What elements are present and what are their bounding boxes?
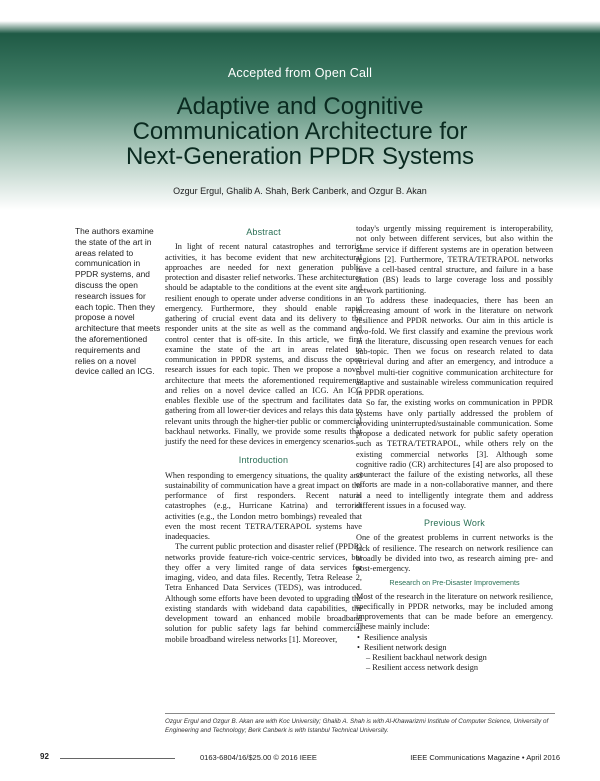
- body-paragraph: So far, the existing works on communication in PPDR systems have only partially addressed the problem of providing uninterrupted/sustainable communication. Some propose a dedicated network for public safety operation such as TETRA/TETRAPOL, while others rely on the existing commercial networks [3]. Although some cognitive radio (CR) architectures [4] are also proposed to counteract the failure of the existing networks, all these efforts are made in a non-collaborative manner, and there is a need to intelligently integrate them and address different issues in a focused way.: [356, 398, 553, 510]
- column-right: [356, 224, 553, 674]
- intro-paragraph: When responding to emergency situations, the quality and sustainability of communication have a great impact on the performance of first responders. Recent natural catastrophes (e.g., Hurricane Katrina) and terrorist activities (e.g., the London metro bombings) revealed that even the most recent TETRA/TERAPOL systems have inadequacies.: [165, 470, 362, 541]
- abstract-heading: Abstract: [246, 227, 281, 237]
- abstract-text: In light of recent natural catastrophes and terrorist activities, it has become evident that new architectural approaches are needed for next generation public protection and disaster relief networks. These architectures should be adaptable to the conditions at the event site and resilient enough to operate under adverse conditions in an emergency. Furthermore, they should enable rapid gathering of crucial event data and its delivery to the responder units at the site as well as the command and control center that is off-site. In this article, we first examine the state of the art in areas related to communication in PPDR systems, and discuss the open research issues for each topic. Then we propose a novel architecture that meets the aforementioned requirements and relies on a novel device called an ICG. An ICG enables flexible use of the spectrum and facilitates data gathering from all lower-tier devices and relays this data to relevant units through the higher-tier public or commercial backhaul networks. Finally, we provide some results that justify the need for these devices in emergency scenarios.: [165, 242, 362, 446]
- title-line: Adaptive and Cognitive: [176, 93, 424, 120]
- body-paragraph: Most of the research in the literature on network resilience, specifically in PPDR networks, may be included among improvements that can be made before an emergency. These mainly include:: [356, 591, 553, 632]
- list-item: – Resilient backhaul network design: [366, 653, 487, 662]
- section-kicker: Accepted from Open Call: [227, 66, 373, 80]
- body-paragraph: To address these inadequacies, there has been an increasing amount of work in the literature on network resilience and PPDR networks. Our aim in this article is two-fold. We first classify and examine the previous work in the literature, discussing open research venues for each sub-topic. Then we focus on research related to data retrieval during and after an emergency, and introduce a novel multi-tier cognitive communication architecture for adaptive and sustainable wireless communication required in PPDR operations.: [356, 295, 553, 397]
- title-line: Communication Architecture for: [132, 118, 468, 145]
- body-paragraph: One of the greatest problems in current networks is the lack of resilience. The research on network resilience can broadly be divided into two, as research aiming pre- and post-emergency.: [356, 533, 553, 573]
- copyright: 0163-6804/16/$25.00 © 2016 IEEE: [200, 753, 317, 762]
- column-left: [165, 224, 362, 645]
- title-line: Next-Generation PPDR Systems: [125, 143, 475, 170]
- author-list: Ozgur Ergul, Ghalib A. Shah, Berk Canberk, and Ozgur B. Akan: [173, 186, 427, 196]
- sublist-text: Resilient access network design: [372, 663, 478, 673]
- list-item: – Resilient access network design: [366, 663, 478, 673]
- list-item: • Resilient network design: [356, 643, 553, 653]
- intro-paragraph: The current public protection and disaster relief (PPDR) networks provide feature-rich voice-centric services, but they offer a very limited range of data services for imaging, video, and data files. Recently, Tetra Release 2, Tetra Enhanced Data Services (TEDS), was introduced. Although some efforts have been devoted to upgrading the existing standards with wideband data capabilities, the development toward an enhanced mobile broadband solution for public safety lags far behind commercial mobile broadband wireless networks [1]. Moreover,: [165, 542, 362, 644]
- introduction-heading: Introduction: [238, 455, 289, 466]
- article-title: [0, 94, 600, 169]
- footer-rule: [60, 758, 175, 759]
- bullet-list: [356, 633, 553, 674]
- author-affiliation-footnote: Ozgur Ergul and Ozgur B. Akan are with Koc University; Ghalib A. Shah is with Al-Khawarizmi Institute of Computer Science, University of Engineering and Technology; Berk Canberk is with Istanbul Technical University.: [165, 713, 555, 735]
- sidebar-summary: The authors examine the state of the art in areas related to communication in PPDR systems, and discuss the open research issues for each topic. Then they propose a novel architecture that meets the aforementioned requirements and relies on a novel device called an ICG.: [75, 226, 161, 377]
- subsection-heading: Research on Pre-Disaster Improvements: [389, 578, 520, 588]
- page-number: 92: [40, 752, 49, 761]
- page-footer: [40, 752, 560, 764]
- body-paragraph: today's urgently missing requirement is interoperability, not only between different services, but also within the same service if different systems are in operation between regions [2]. Furthermore, TETRA/TETRAPOL networks have a cell-based central structure, and failure in a base station (BS) leads to large coverage loss and possibly network partitioning.: [356, 224, 553, 295]
- sublist-text: Resilient backhaul network design: [372, 653, 487, 662]
- previous-work-heading: Previous Work: [424, 518, 485, 528]
- list-item: • Resilience analysis: [356, 633, 553, 643]
- journal-info: IEEE Communications Magazine • April 2016: [410, 753, 560, 762]
